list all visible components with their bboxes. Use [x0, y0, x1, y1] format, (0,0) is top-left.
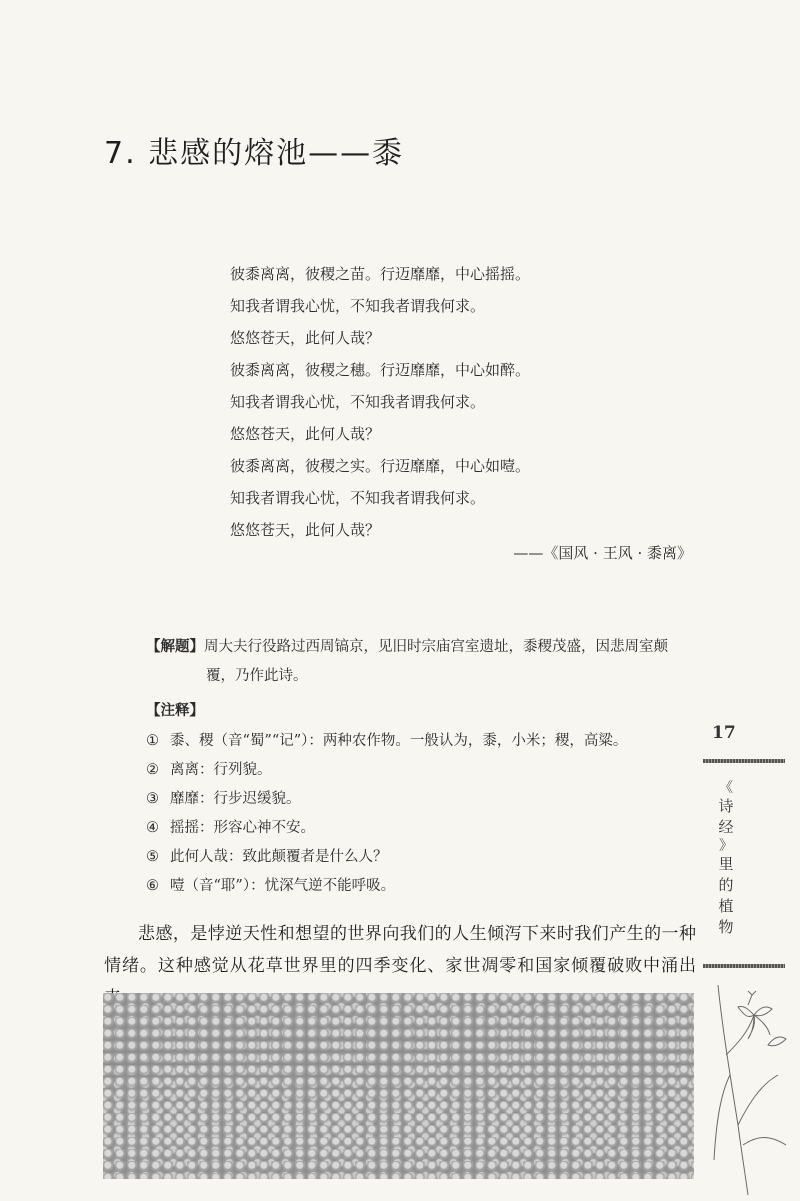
poem-line: 知我者谓我心忧，不知我者谓我何求。	[230, 297, 486, 315]
running-book-title	[716, 780, 736, 938]
note-number: ③	[146, 791, 159, 807]
note-number: ②	[146, 762, 159, 778]
note-text: 此何人哉：致此颠覆者是什么人？	[170, 849, 388, 865]
note-text: 离离：行列貌。	[170, 762, 272, 778]
poem-line: 彼黍离离，彼稷之实。行迈靡靡，中心如噎。	[230, 457, 531, 475]
poem-line: 知我者谓我心忧，不知我者谓我何求。	[230, 393, 486, 411]
note-item	[146, 756, 686, 785]
essay-paragraph: 悲感，是悖逆天性和想望的世界向我们的人生倾泻下来时我们产生的一种情绪。这种感觉从花草世界里的四季变化、家世凋零和国家倾覆破败中涌出	[104, 924, 696, 976]
note-item	[146, 785, 686, 814]
margin-rule-top	[703, 759, 785, 763]
note-number: ⑥	[146, 878, 159, 894]
book-title-char: 》	[719, 838, 733, 854]
note-text: 摇摇：形容心神不安。	[170, 820, 315, 836]
book-title-char: 诗	[718, 797, 734, 815]
book-title-char: 经	[718, 818, 734, 836]
note-item	[146, 727, 686, 756]
book-title-char: 里	[718, 855, 734, 873]
orchid-illustration-icon	[708, 985, 798, 1195]
note-item	[146, 843, 686, 872]
book-title-char: 的	[718, 876, 734, 894]
poem-line: 悠悠苍天，此何人哉？	[230, 521, 381, 539]
jieti-label: 【解题】	[146, 638, 204, 655]
note-text: 噎（音“耶”）：忧深气逆不能呼吸。	[170, 878, 396, 894]
note-text: 黍、稷（音“蜀”“记”）：两种农作物。一般认为，黍，小米；稷，高粱。	[170, 733, 628, 749]
poem	[230, 258, 690, 546]
book-title-char: 物	[718, 918, 734, 936]
margin-rule-bottom	[703, 964, 785, 968]
book-title-char: 植	[718, 897, 734, 915]
poem-line: 彼黍离离，彼稷之苗。行迈靡靡，中心摇摇。	[230, 265, 531, 283]
note-list	[146, 727, 686, 901]
page-number: 17	[712, 723, 736, 743]
notes-section	[146, 632, 686, 901]
millet-grains-photo	[103, 993, 694, 1179]
note-number: ⑤	[146, 849, 159, 865]
poem-line: 悠悠苍天，此何人哉？	[230, 425, 381, 443]
poem-line: 知我者谓我心忧，不知我者谓我何求。	[230, 489, 486, 507]
section-title: 7. 悲感的熔池——黍	[104, 136, 405, 171]
poem-source: ——《国风 · 王风 · 黍离》	[513, 544, 692, 562]
note-number: ④	[146, 820, 159, 836]
note-text: 靡靡：行步迟缓貌。	[170, 791, 301, 807]
note-item	[146, 814, 686, 843]
jieti-paragraph	[146, 632, 686, 691]
poem-line: 悠悠苍天，此何人哉？	[230, 329, 381, 347]
poem-line: 彼黍离离，彼稷之穗。行迈靡靡，中心如醉。	[230, 361, 531, 379]
book-title-char: 《	[719, 780, 733, 796]
jieti-text: 周大夫行役路过西周镐京，见旧时宗庙宫室遗址，黍稷茂盛，因悲周室颠覆，乃作此诗。	[204, 639, 668, 684]
note-number: ①	[146, 733, 159, 749]
note-item	[146, 872, 686, 901]
zhushi-label: 【注释】	[146, 702, 204, 719]
